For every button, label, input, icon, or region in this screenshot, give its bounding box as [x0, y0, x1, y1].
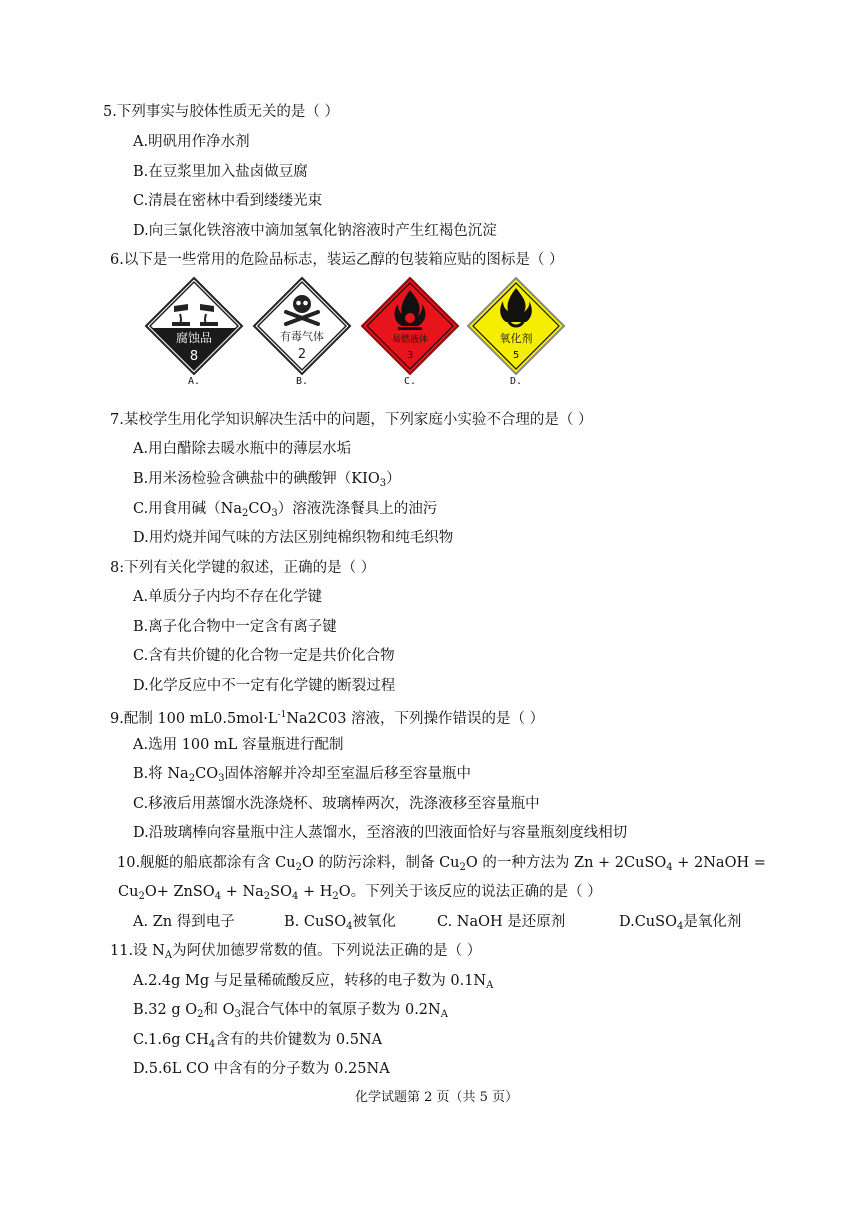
q8-option-c: C.含有共价键的化合物一定是共价化合物 — [133, 648, 395, 664]
q7-stem: 7.某校学生用化学知识解决生活中的问题，下列家庭小实验不合理的是（ ） — [110, 412, 593, 428]
q5-option-c: C.清晨在密林中看到缕缕光束 — [133, 193, 323, 209]
q10-option-b: B. CuSO$_4$被氧化 — [284, 914, 397, 932]
q11-stem: 11.设 $N_A$为阿伏加德罗常数的值。下列说法正确的是（ ） — [110, 943, 482, 961]
sign-caption-a: A. — [187, 376, 201, 387]
corrosive-label: 腐蚀品 — [175, 331, 213, 345]
corrosive-number: 8 — [189, 349, 199, 364]
q10-stem-line1: 10.舰艇的船底都涂有含 $Cu_2O$ 的防污涂料，制备 $Cu_2O$ 的一种方法为 Zn + 2CuSO$_4$ + 2NaOH = — [117, 855, 766, 873]
flammable-liquid-number: 3 — [406, 350, 414, 361]
q10-option-a: A. Zn 得到电子 — [133, 914, 235, 930]
toxic-gas-sign — [252, 276, 352, 391]
q7-option-a: A.用白醋除去暖水瓶中的薄层水垢 — [133, 441, 352, 457]
q11-option-c: C.1.6g $CH_4$含有的共价键数为 0.5NA — [133, 1032, 383, 1050]
q11-option-b: B.32 g $O_2$和 $O_3$混合气体中的氧原子数为 $0.2N_A$ — [133, 1002, 448, 1020]
q5-option-b: B.在豆浆里加入盐卤做豆腐 — [133, 164, 308, 180]
flammable-liquid-label: 易燃液体 — [391, 335, 429, 345]
sign-caption-b: B. — [295, 376, 309, 387]
q8-option-d: D.化学反应中不一定有化学键的断裂过程 — [133, 678, 396, 694]
q10-stem-line2: $Cu_2O+$ ZnSO$_4$ + $Na_2SO_4 + H_2O$。下列关于该反应的说法正确的是（ ） — [118, 884, 602, 902]
q5-stem: 5.下列事实与胶体性质无关的是（ ） — [103, 104, 339, 120]
q9-option-a: A.选用 100 mL 容量瓶进行配制 — [133, 737, 344, 753]
corrosive-sign — [144, 276, 244, 391]
q7-option-d: D.用灼烧并闻气味的方法区别纯棉织物和纯毛织物 — [133, 530, 454, 546]
q7-option-b: B.用米汤检验含碘盐中的碘酸钾$(KIO_3)$ — [133, 471, 401, 489]
q10-option-d: D.CuSO$_4$是氧化剂 — [619, 914, 742, 932]
q11-option-a: A.2.4g Mg 与足量稀硫酸反应，转移的电子数为 $0.1N_A$ — [133, 973, 494, 991]
q7-option-c: C.用食用碱$(Na_2CO_3)$溶液洗涤餐具上的油污 — [133, 501, 438, 519]
oxidizer-label: 氧化剂 — [499, 332, 533, 345]
q9-option-d: D.沿玻璃棒向容量瓶中注人蒸馏水，至溶液的凹液面恰好与容量瓶刻度线相切 — [133, 825, 628, 841]
toxic-gas-number: 2 — [297, 347, 307, 362]
flammable-liquid-sign — [360, 276, 460, 391]
sign-caption-d: D. — [509, 376, 523, 387]
q6-stem: 6.以下是一些常用的危险品标志，装运乙醇的包装箱应贴的图标是（ ） — [110, 252, 564, 268]
sign-caption-c: C. — [403, 376, 417, 387]
toxic-gas-label: 有毒气体 — [280, 330, 324, 343]
q11-option-d: D.5.6L CO 中含有的分子数为 0.25NA — [133, 1061, 390, 1077]
page-footer: 化学试题第 2 页（共 5 页） — [355, 1090, 519, 1105]
q10-option-c: C. NaOH 是还原剂 — [437, 914, 566, 930]
q9-option-c: C.移液后用蒸馏水洗涤烧杯、玻璃棒两次，洗涤液移至容量瓶中 — [133, 796, 540, 812]
q8-stem: 8:下列有关化学键的叙述，正确的是（ ） — [110, 560, 376, 576]
q5-option-a: A.明矾用作净水剂 — [133, 134, 250, 150]
oxidizer-sign — [466, 276, 566, 391]
q5-option-d: D.向三氯化铁溶液中滴加氢氧化钠溶液时产生红褐色沉淀 — [133, 223, 497, 239]
q8-option-a: A.单质分子内均不存在化学键 — [133, 589, 323, 605]
q9-stem: 9.配制 100 $mL0.5mol\cdot L^{-1}Na2C03$ 溶液，下列操作错误的是（ ） — [110, 710, 545, 727]
hazard-signs — [140, 276, 570, 396]
q9-option-b: B.将 $Na_2CO_3$固体溶解并冷却至室温后移至容量瓶中 — [133, 766, 471, 784]
q8-option-b: B.离子化合物中一定含有离子键 — [133, 619, 337, 635]
oxidizer-number: 5 — [512, 350, 520, 361]
